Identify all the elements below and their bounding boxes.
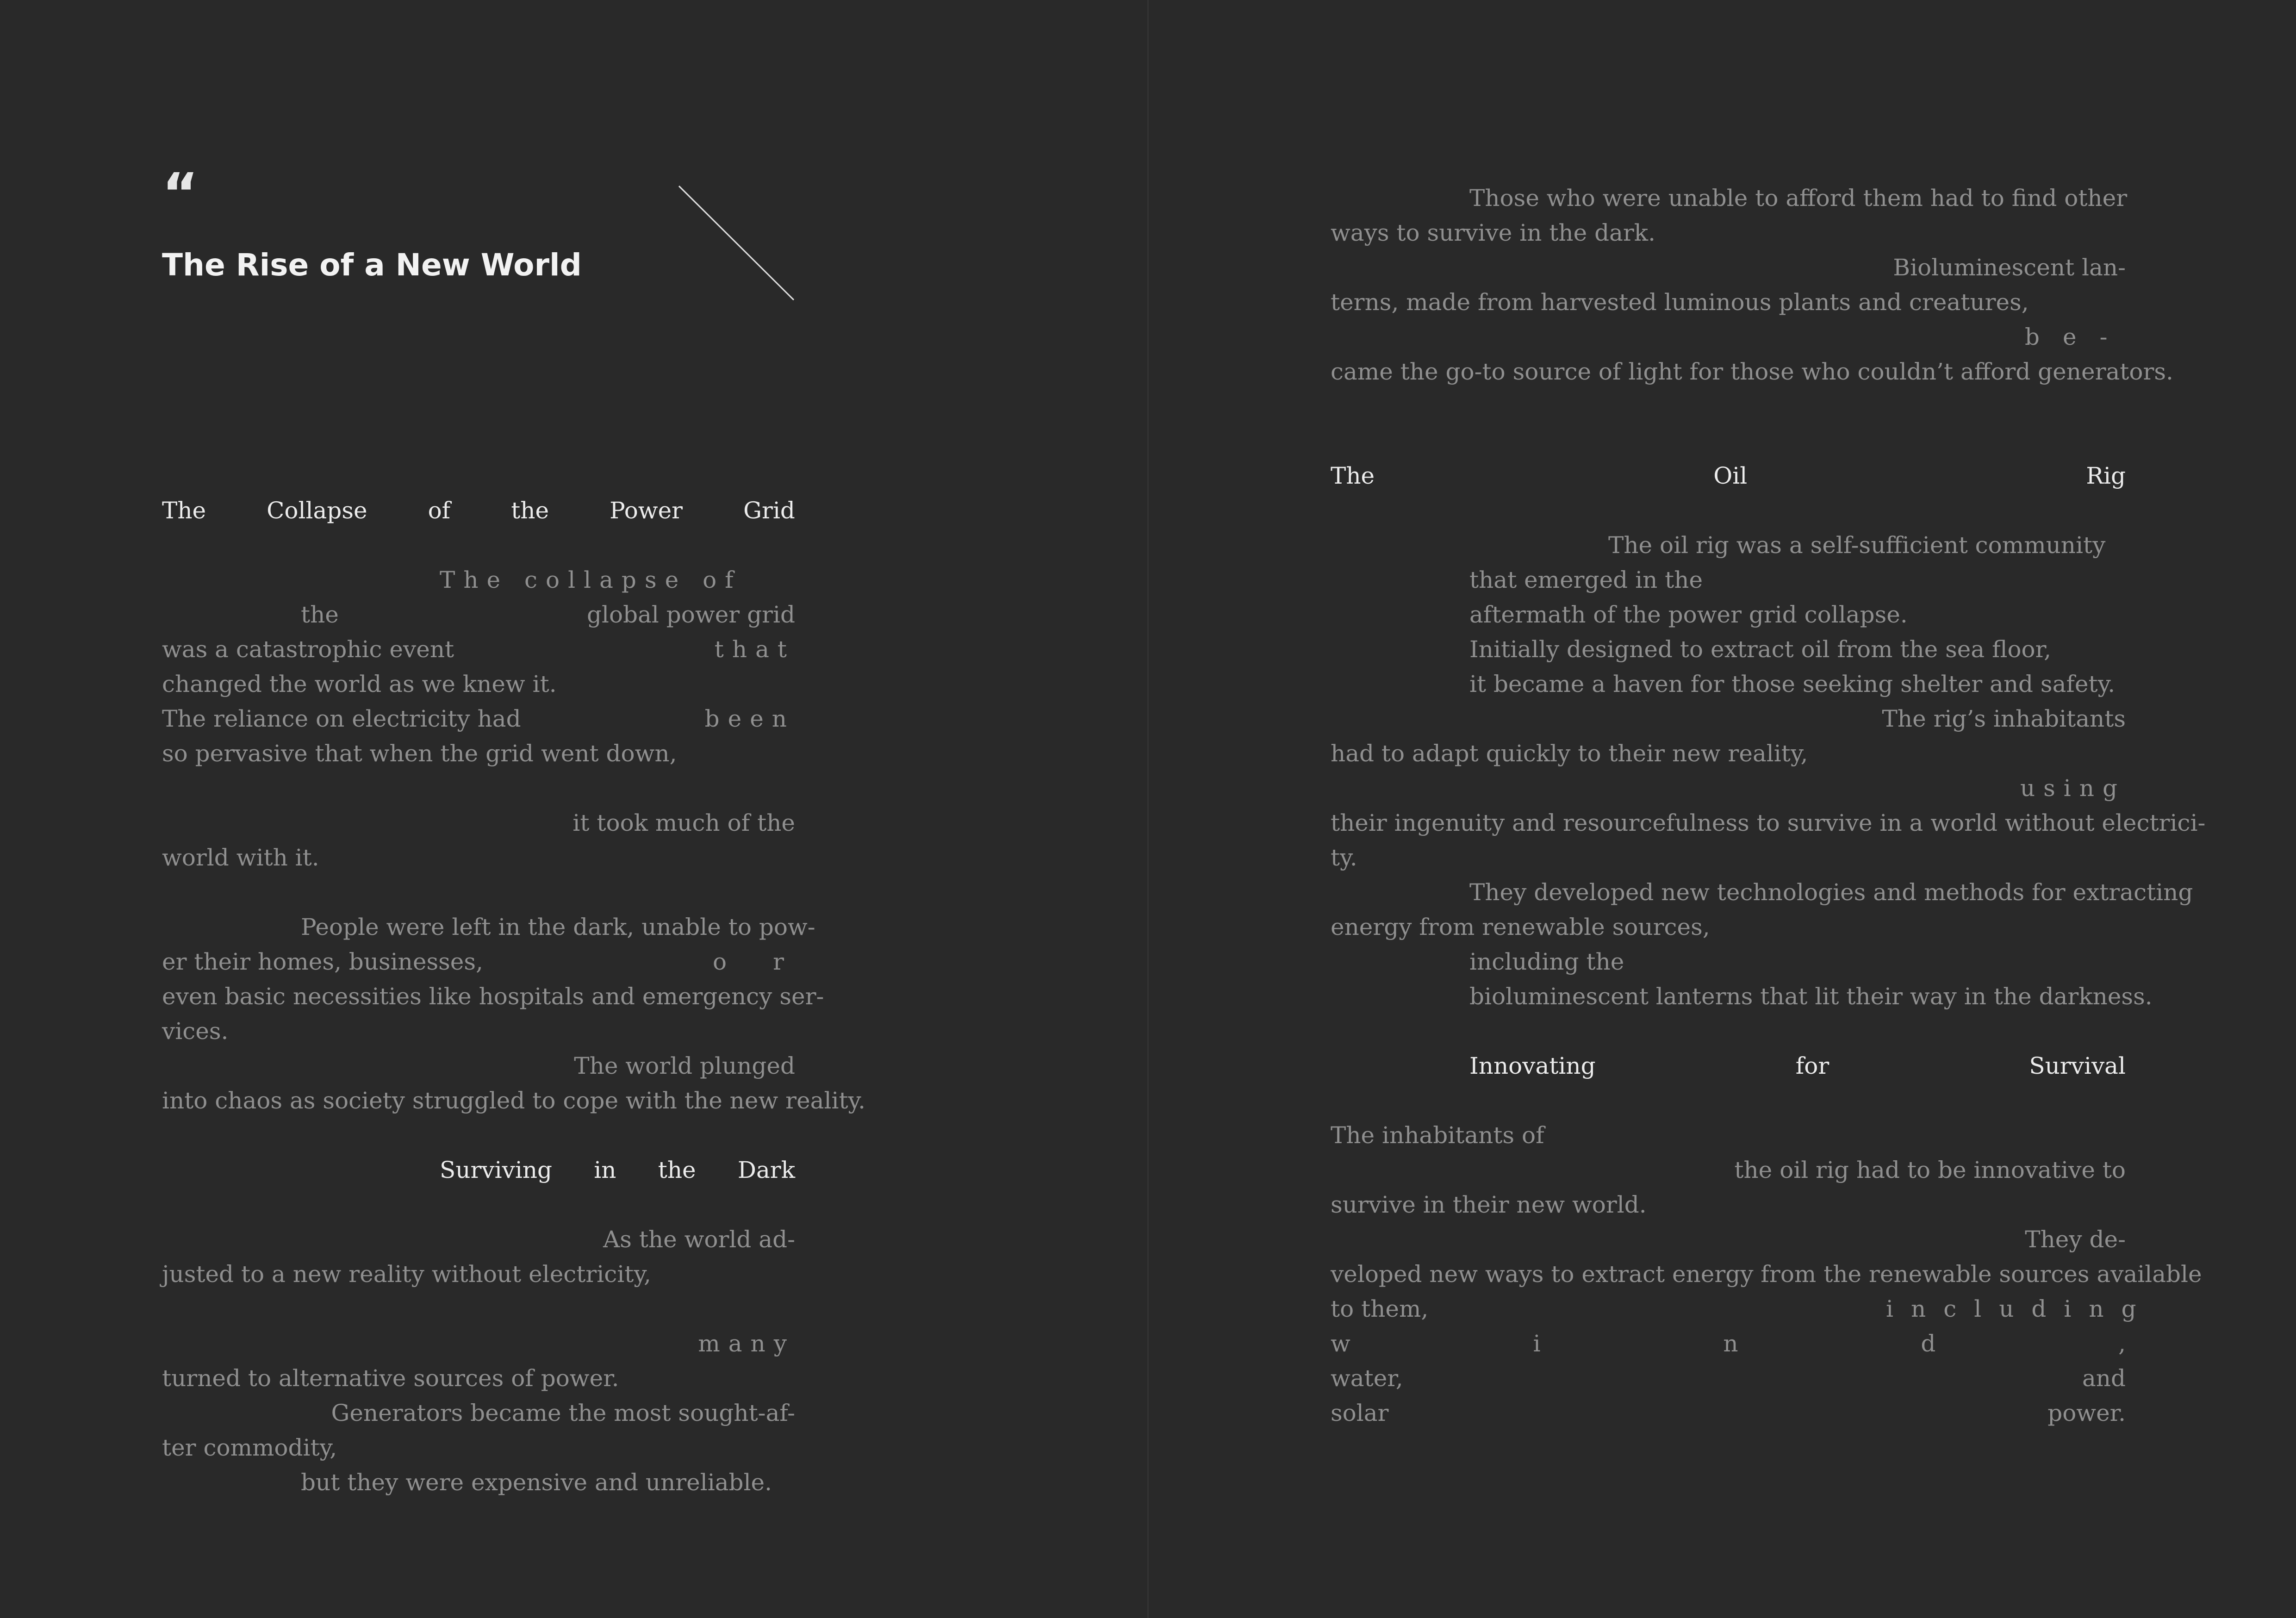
paragraph-line: The world plunged <box>574 1052 795 1079</box>
paragraph-line: Those who were unable to afford them had to find other <box>1469 185 2128 212</box>
paragraph-line: They de- <box>2025 1226 2126 1253</box>
paragraph-line: be- <box>2025 324 2131 350</box>
heading-word: Dark <box>737 1157 795 1183</box>
paragraph-line: ter commodity, <box>162 1434 337 1461</box>
paragraph-line: Generators became the most sought-af- <box>331 1400 795 1426</box>
paragraph-line: the oil rig had to be innovative to <box>1734 1157 2126 1183</box>
paragraph-line: even basic necessities like hospitals and emergency ser- <box>162 983 824 1010</box>
paragraph-line: Bioluminescent lan- <box>1893 254 2126 281</box>
paragraph-line: As the world ad- <box>603 1226 795 1253</box>
paragraph-line: global power grid <box>587 601 795 628</box>
paragraph-line: turned to alternative sources of power. <box>162 1365 619 1392</box>
paragraph-line: survive in their new world. <box>1331 1191 1647 1218</box>
paragraph-line: water, <box>1331 1365 1403 1392</box>
paragraph-line: their ingenuity and resourcefulness to survive in a world without electrici- <box>1331 809 2206 836</box>
paragraph-line: the <box>301 601 339 628</box>
section-heading-surviving-dark <box>440 1158 795 1182</box>
paragraph-line: been <box>704 705 795 732</box>
paragraph-line: many <box>698 1330 795 1357</box>
paragraph-line: had to adapt quickly to their new reality, <box>1331 740 1808 767</box>
paragraph-line: and <box>2082 1365 2126 1392</box>
heading-word: the <box>658 1157 696 1183</box>
paragraph-line: energy from renewable sources, <box>1331 914 1710 940</box>
paragraph-line: They developed new technologies and methods for extracting <box>1469 879 2193 906</box>
diagonal-line-decoration <box>678 185 795 301</box>
paragraph-line: The reliance on electricity had <box>162 705 521 732</box>
spread-letter: w <box>1331 1330 1350 1357</box>
section-heading-power-grid <box>162 499 795 522</box>
paragraph-line: world with it. <box>162 844 319 871</box>
paragraph-line: terns, made from harvested luminous plants and creatures, <box>1331 289 2029 316</box>
spread-letter: , <box>2118 1330 2126 1357</box>
paragraph-line: including the <box>1469 948 1624 975</box>
paragraph-line: using <box>2020 775 2126 802</box>
quote-mark-icon: “ <box>162 162 199 226</box>
paragraph-line: bioluminescent lanterns that lit their way in the darkness. <box>1469 983 2153 1010</box>
heading-word: in <box>594 1157 616 1183</box>
paragraph-line: solar <box>1331 1400 1389 1426</box>
chapter-title: The Rise of a New World <box>162 247 582 283</box>
paragraph-line: veloped new ways to extract energy from the renewable sources available <box>1331 1261 2202 1288</box>
heading-word: The <box>162 497 206 524</box>
paragraph-line: or <box>713 948 831 975</box>
section-heading-innovating <box>1469 1054 2126 1077</box>
heading-word: Collapse <box>267 497 367 524</box>
paragraph-line: vices. <box>162 1018 229 1045</box>
heading-word: for <box>1795 1052 1829 1079</box>
paragraph-line: including <box>1886 1295 2154 1322</box>
paragraph-line: aftermath of the power grid collapse. <box>1469 601 1908 628</box>
spread-letter: n <box>1723 1330 1738 1357</box>
spread-letter: d <box>1921 1330 1936 1357</box>
paragraph-line: People were left in the dark, unable to pow- <box>301 914 815 940</box>
right-page <box>1148 0 2296 1618</box>
paragraph-line: that emerged in the <box>1469 566 1703 593</box>
heading-word: Surviving <box>440 1157 553 1183</box>
paragraph-line: justed to a new reality without electricity, <box>162 1261 651 1288</box>
heading-word: Power <box>610 497 683 524</box>
paragraph-line: Initially designed to extract oil from the sea floor, <box>1469 636 2051 663</box>
heading-word: Rig <box>2086 462 2126 489</box>
paragraph-line: The rig’s inhabitants <box>1882 705 2126 732</box>
paragraph-line: ty. <box>1331 844 1357 871</box>
paragraph-line: it took much of the <box>572 809 795 836</box>
heading-word: of <box>428 497 451 524</box>
paragraph-line: ways to survive in the dark. <box>1331 219 1656 246</box>
heading-word: Oil <box>1713 462 1748 489</box>
paragraph-line: came the go-to source of light for those who couldn’t afford generators. <box>1331 358 2173 385</box>
paragraph-line: power. <box>2047 1400 2126 1426</box>
paragraph-line: into chaos as society struggled to cope with the new reality. <box>162 1087 866 1114</box>
heading-word: Grid <box>743 497 795 524</box>
paragraph-line: The oil rig was a self-sufficient community <box>1608 532 2106 559</box>
heading-word: The <box>1331 462 1375 489</box>
paragraph-line: to them, <box>1331 1295 1429 1322</box>
spread-letter: i <box>1533 1330 1541 1357</box>
paragraph-line: The collapse of <box>440 566 742 593</box>
paragraph-line: it became a haven for those seeking shelter and safety. <box>1469 671 2116 697</box>
paragraph-line: The inhabitants of <box>1331 1122 1544 1149</box>
heading-word: Innovating <box>1469 1052 1596 1079</box>
heading-word: the <box>511 497 549 524</box>
paragraph-line-wind <box>1331 1332 2126 1355</box>
paragraph-line: was a catastrophic event <box>162 636 454 663</box>
heading-word: Survival <box>2029 1052 2126 1079</box>
paragraph-line: but they were expensive and unreliable. <box>301 1469 772 1496</box>
paragraph-line: er their homes, businesses, <box>162 948 483 975</box>
paragraph-line: that <box>714 636 795 663</box>
paragraph-line: changed the world as we knew it. <box>162 671 557 697</box>
paragraph-line: so pervasive that when the grid went down, <box>162 740 677 767</box>
section-heading-oil-rig <box>1331 464 2126 487</box>
